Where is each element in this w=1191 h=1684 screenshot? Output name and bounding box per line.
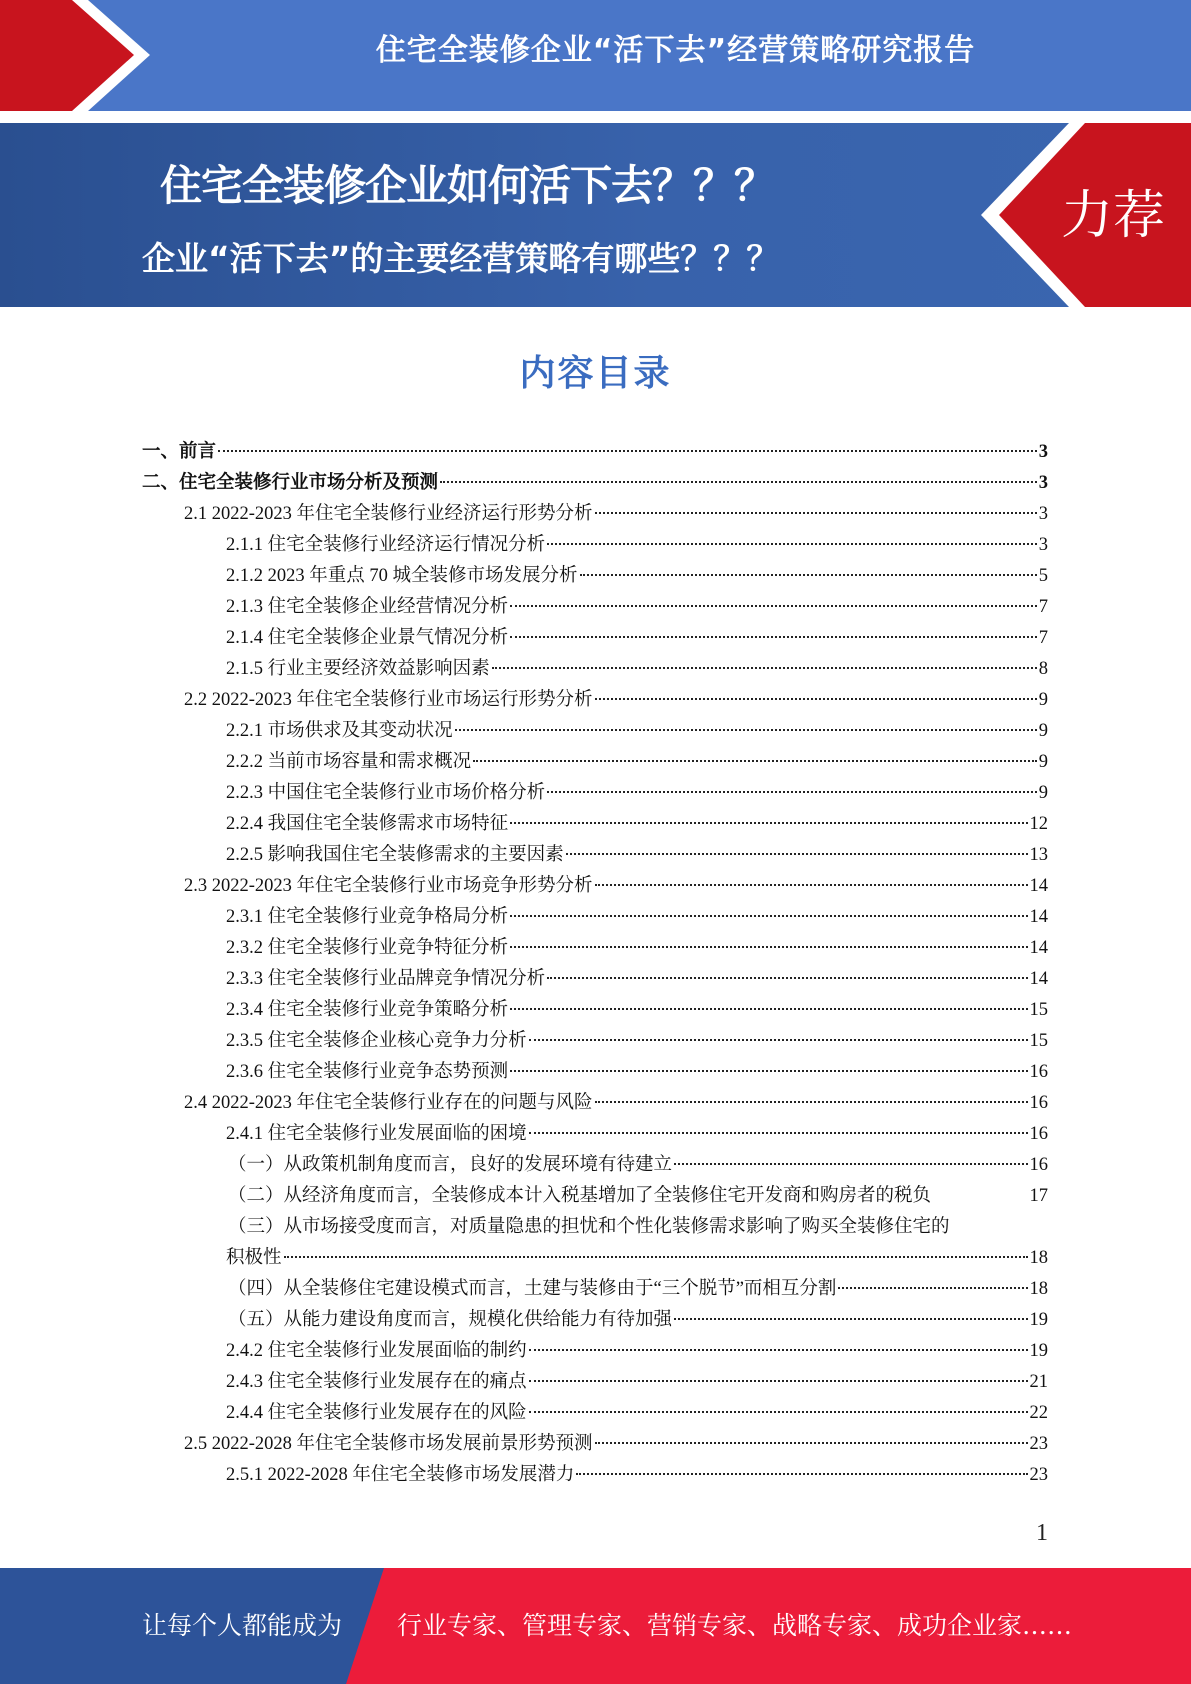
toc-entry[interactable] <box>142 1336 1048 1367</box>
hero-subheadline: 企业“活下去”的主要经营策略有哪些？？？ <box>142 239 780 278</box>
toc-entry-page: 15 <box>1029 1000 1048 1020</box>
toc-entry[interactable] <box>142 1398 1048 1429</box>
toc-entry-title: 2.1.5 行业主要经济效益影响因素 <box>226 659 490 679</box>
toc-entry[interactable] <box>142 437 1048 468</box>
toc-dot-leader <box>595 884 1028 886</box>
toc-dot-leader <box>674 1318 1027 1320</box>
top-banner <box>0 0 1191 111</box>
toc-dot-leader <box>284 1256 1028 1258</box>
toc-entry-title: 2.1.2 2023 年重点 70 城全装修市场发展分析 <box>226 566 578 586</box>
toc-dot-leader <box>547 791 1037 793</box>
toc-entry-title: 2.1.3 住宅全装修企业经营情况分析 <box>226 597 509 617</box>
toc-entry-title: 2.3.6 住宅全装修行业竞争态势预测 <box>226 1062 509 1082</box>
toc-entry-title: （四）从全装修住宅建设模式而言，土建与装修由于“三个脱节”而相互分割 <box>228 1279 837 1299</box>
toc-entry[interactable] <box>142 1181 1048 1212</box>
toc-entry-title: 2.4.2 住宅全装修行业发展面临的制约 <box>226 1341 527 1361</box>
toc-entry-title: 2.4.4 住宅全装修行业发展存在的风险 <box>226 1403 527 1423</box>
toc-entry-title: 2.1 2022-2023 年住宅全装修行业经济运行形势分析 <box>184 504 593 524</box>
toc-entry-title: （五）从能力建设角度而言，规模化供给能力有待加强 <box>228 1310 673 1330</box>
toc-dot-leader <box>566 853 1028 855</box>
toc-entry-page: 14 <box>1029 938 1048 958</box>
toc-entry[interactable] <box>142 1026 1048 1057</box>
toc-entry-page: 16 <box>1029 1124 1048 1144</box>
toc-entry-page: 23 <box>1029 1434 1048 1454</box>
toc-dot-leader <box>547 543 1037 545</box>
toc-entry-page: 17 <box>1029 1186 1048 1206</box>
toc-entry[interactable] <box>142 1212 1048 1243</box>
toc-dot-leader <box>510 1070 1027 1072</box>
toc-dot-leader <box>595 698 1037 700</box>
page-number: 1 <box>1036 1520 1048 1546</box>
toc-dot-leader <box>838 1287 1027 1289</box>
toc-entry-title: （二）从经济角度而言，全装修成本计入税基增加了全装修住宅开发商和购房者的税负 <box>228 1186 932 1206</box>
toc-entry-title: 2.3.4 住宅全装修行业竞争策略分析 <box>226 1000 509 1020</box>
toc-entry[interactable] <box>142 468 1048 499</box>
toc-entry-page: 13 <box>1029 845 1048 865</box>
toc-entry[interactable] <box>142 654 1048 685</box>
toc-entry[interactable] <box>142 1305 1048 1336</box>
toc-dot-leader <box>529 1411 1028 1413</box>
report-title: 住宅全装修企业“活下去”经营策略研究报告 <box>375 33 976 68</box>
toc-entry[interactable] <box>142 995 1048 1026</box>
toc-entry-title: 2.2.5 影响我国住宅全装修需求的主要因素 <box>226 845 564 865</box>
toc-entry-title: 二、住宅全装修行业市场分析及预测 <box>142 473 439 493</box>
toc-entry-title: 2.2.4 我国住宅全装修需求市场特征 <box>226 814 509 834</box>
toc-entry-title: 2.3.3 住宅全装修行业品牌竞争情况分析 <box>226 969 546 989</box>
toc-entry-page: 14 <box>1029 969 1048 989</box>
toc-entry[interactable] <box>142 840 1048 871</box>
toc-entry-page: 7 <box>1038 628 1048 648</box>
toc-entry-page: 12 <box>1029 814 1048 834</box>
toc-entry-title: 2.3.1 住宅全装修行业竞争格局分析 <box>226 907 509 927</box>
toc-entry-title: 2.2.1 市场供求及其变动状况 <box>226 721 453 741</box>
toc-entry-page: 8 <box>1038 659 1048 679</box>
toc-entry-page: 14 <box>1029 907 1048 927</box>
toc-dot-leader <box>547 977 1027 979</box>
toc-entry-title: 2.2 2022-2023 年住宅全装修行业市场运行形势分析 <box>184 690 593 710</box>
toc-entry[interactable] <box>142 1119 1048 1150</box>
toc-dot-leader <box>529 1039 1028 1041</box>
toc-entry-title: 2.4.3 住宅全装修行业发展存在的痛点 <box>226 1372 527 1392</box>
toc-entry-page: 16 <box>1029 1062 1048 1082</box>
toc-entry[interactable] <box>142 716 1048 747</box>
toc-dot-leader <box>595 1442 1028 1444</box>
toc-dot-leader <box>510 822 1027 824</box>
toc-entry[interactable] <box>142 747 1048 778</box>
toc-entry-page: 21 <box>1029 1372 1048 1392</box>
toc-entry-title: 2.3.5 住宅全装修企业核心竞争力分析 <box>226 1031 527 1051</box>
toc-entry[interactable] <box>142 1429 1048 1460</box>
hero-banner <box>0 123 1191 307</box>
toc-entry[interactable] <box>142 964 1048 995</box>
toc-entry[interactable] <box>142 592 1048 623</box>
toc-entry-page: 3 <box>1038 535 1048 555</box>
toc-dot-leader <box>595 512 1037 514</box>
footer-slogan-roles: 行业专家、管理专家、营销专家、战略专家、成功企业家…… <box>397 1611 1073 1640</box>
toc-entry-page: 3 <box>1038 504 1048 524</box>
hero-headline: 住宅全装修企业如何活下去？？？ <box>160 161 776 210</box>
footer-banner <box>0 1568 1191 1684</box>
toc-entry[interactable] <box>142 685 1048 716</box>
toc-entry-title: 2.5 2022-2028 年住宅全装修市场发展前景形势预测 <box>184 1434 593 1454</box>
recommend-badge: 力荐 <box>1060 186 1165 246</box>
footer-slogan-lead: 让每个人都能成为 <box>142 1611 343 1640</box>
toc-entry-title: 2.3.2 住宅全装修行业竞争特征分析 <box>226 938 509 958</box>
toc-entry[interactable] <box>142 1243 1048 1274</box>
toc-dot-leader <box>510 636 1037 638</box>
toc-dot-leader <box>510 946 1027 948</box>
toc-dot-leader <box>674 1163 1027 1165</box>
toc-dot-leader <box>473 760 1037 762</box>
toc-entry-title: （三）从市场接受度而言，对质量隐患的担忧和个性化装修需求影响了购买全装修住宅的 <box>228 1217 950 1237</box>
toc-dot-leader <box>492 667 1037 669</box>
toc-dot-leader <box>529 1349 1028 1351</box>
toc-entry-page: 5 <box>1038 566 1048 586</box>
toc-heading: 内容目录 <box>519 353 672 394</box>
toc-entry[interactable] <box>142 902 1048 933</box>
toc-entry-page: 22 <box>1029 1403 1048 1423</box>
toc-entry-title: 2.5.1 2022-2028 年住宅全装修市场发展潜力 <box>226 1465 575 1485</box>
toc-entry-title: 2.4 2022-2023 年住宅全装修行业存在的问题与风险 <box>184 1093 593 1113</box>
toc-entry[interactable] <box>142 1088 1048 1119</box>
toc-entry[interactable] <box>142 561 1048 592</box>
toc-dot-leader <box>510 915 1027 917</box>
toc-entry-page: 3 <box>1038 442 1048 462</box>
toc-entry-title: 2.4.1 住宅全装修行业发展面临的困境 <box>226 1124 527 1144</box>
toc-entry-title: 2.2.2 当前市场容量和需求概况 <box>226 752 472 772</box>
toc-entry-page: 3 <box>1038 473 1048 493</box>
toc-entry-title: 2.1.1 住宅全装修行业经济运行情况分析 <box>226 535 546 555</box>
toc-entry[interactable] <box>142 871 1048 902</box>
toc-dot-leader <box>529 1380 1028 1382</box>
toc-entry-page: 14 <box>1029 876 1048 896</box>
toc-entry-title: 2.3 2022-2023 年住宅全装修行业市场竞争形势分析 <box>184 876 593 896</box>
toc-entry-title: （一）从政策机制角度而言，良好的发展环境有待建立 <box>228 1155 673 1175</box>
toc-entry-page: 23 <box>1029 1465 1048 1485</box>
toc-dot-leader <box>218 450 1037 452</box>
toc-entry[interactable] <box>142 1274 1048 1305</box>
toc-entry-page: 9 <box>1038 690 1048 710</box>
toc-dot-leader <box>580 574 1037 576</box>
toc-entry-page: 9 <box>1038 752 1048 772</box>
toc-dot-leader <box>455 729 1037 731</box>
toc-entry-title: 积极性 <box>226 1248 282 1268</box>
toc-dot-leader <box>529 1132 1028 1134</box>
toc-entry-page: 19 <box>1029 1341 1048 1361</box>
toc-entry-title: 一、前言 <box>142 442 217 462</box>
toc-entry-page: 9 <box>1038 783 1048 803</box>
red-arrow-decoration <box>0 0 160 111</box>
toc-entry[interactable] <box>142 499 1048 530</box>
toc-entry[interactable] <box>142 623 1048 654</box>
toc-entry-page: 9 <box>1038 721 1048 741</box>
toc-entry-page: 18 <box>1029 1279 1048 1299</box>
toc-entry-page: 7 <box>1038 597 1048 617</box>
toc-dot-leader <box>510 605 1037 607</box>
toc-entry[interactable] <box>142 1150 1048 1181</box>
toc-entry[interactable] <box>142 1367 1048 1398</box>
toc-entry-title: 2.2.3 中国住宅全装修行业市场价格分析 <box>226 783 546 803</box>
toc-entry-page: 16 <box>1029 1155 1048 1175</box>
toc-entry-page: 16 <box>1029 1093 1048 1113</box>
toc-entry[interactable] <box>142 530 1048 561</box>
toc-entry[interactable] <box>142 778 1048 809</box>
banner-divider <box>0 111 1191 123</box>
toc-entry[interactable] <box>142 809 1048 840</box>
toc-dot-leader <box>595 1101 1028 1103</box>
toc-entry[interactable] <box>142 1460 1048 1491</box>
toc-entry-page: 15 <box>1029 1031 1048 1051</box>
toc-dot-leader <box>510 1008 1027 1010</box>
toc-dot-leader <box>440 481 1037 483</box>
table-of-contents <box>142 437 1048 1491</box>
toc-entry-page: 19 <box>1029 1310 1048 1330</box>
toc-entry[interactable] <box>142 933 1048 964</box>
toc-entry-title: 2.1.4 住宅全装修企业景气情况分析 <box>226 628 509 648</box>
toc-entry[interactable] <box>142 1057 1048 1088</box>
toc-entry-page: 18 <box>1029 1248 1048 1268</box>
toc-dot-leader <box>576 1473 1027 1475</box>
